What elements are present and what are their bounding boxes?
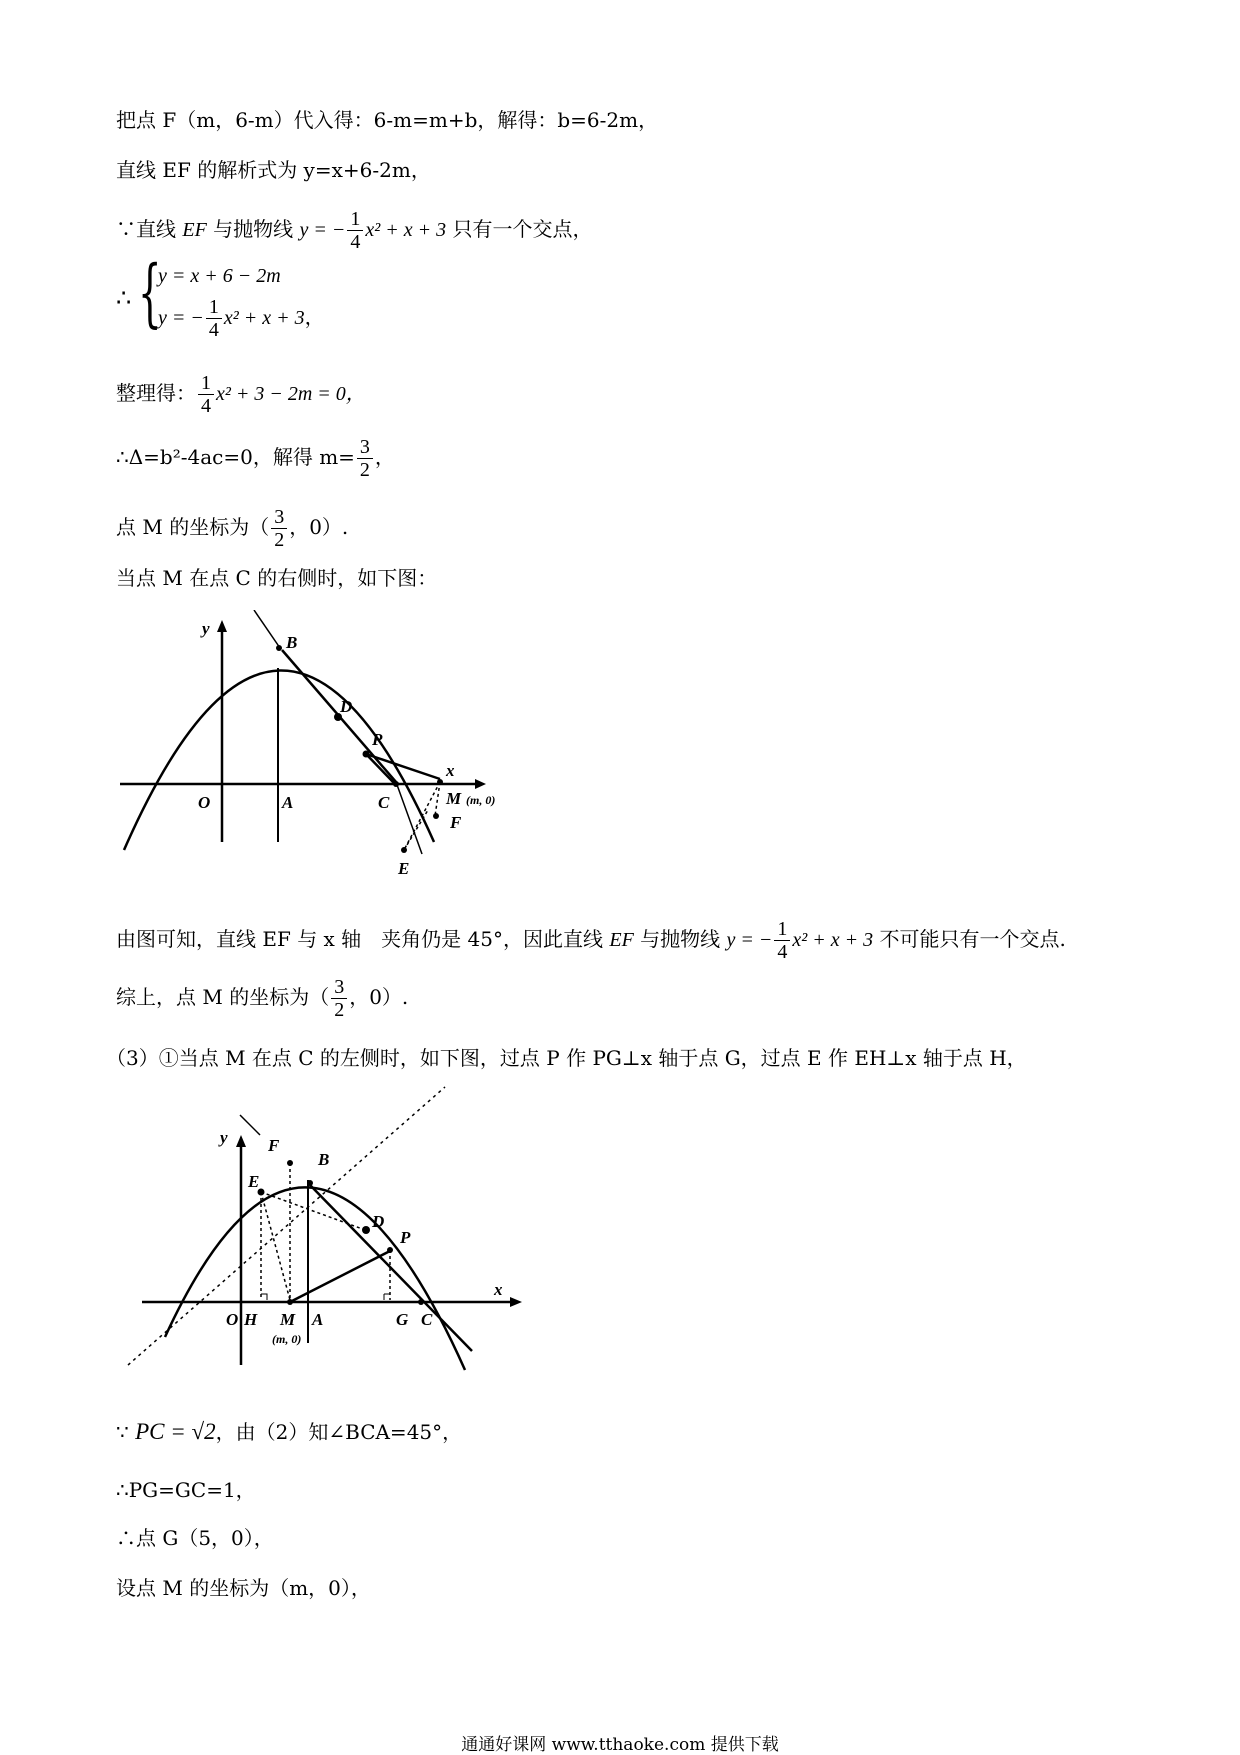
text-line: 当点 M 在点 C 的右侧时，如下图：	[116, 566, 438, 590]
text-line: 把点 F（m，6-m）代入得：6-m=m+b，解得：b=6-2m，	[116, 108, 659, 132]
label-x: x	[494, 1280, 503, 1299]
text-line: ∴点 G（5，0），	[116, 1526, 274, 1550]
denominator: 4	[350, 231, 361, 253]
label-c: C	[421, 1310, 433, 1329]
text-fragment: 整理得：	[116, 381, 196, 405]
text-fragment: ，由（2）知∠BCA=45°，	[215, 1420, 463, 1444]
text-fragment: 与抛物线	[640, 927, 721, 951]
label-o: O	[226, 1310, 239, 1329]
math-ef: EF	[609, 929, 634, 951]
numerator: 1	[198, 372, 214, 395]
math-expr: x² + x + 3	[365, 219, 447, 241]
denominator: 4	[777, 941, 788, 963]
text-fragment: 不可能只有一个交点.	[879, 927, 1066, 951]
denominator: 4	[201, 395, 211, 417]
text-line	[116, 976, 408, 1021]
equation-1: y = x + 6 − 2m	[158, 265, 281, 287]
page-footer: 通通好课网 www.tthaoke.com 提供下载	[461, 1735, 779, 1755]
math-expr: x² + x + 3	[792, 929, 874, 951]
label-g: G	[396, 1310, 409, 1329]
label-m-coords: (m, 0)	[466, 793, 496, 807]
text-line	[116, 208, 593, 253]
label-e: E	[248, 1172, 260, 1191]
brace-symbol: {	[138, 250, 162, 336]
text-line	[116, 372, 366, 417]
text-fragment: ，	[304, 305, 325, 329]
text-fragment: 综上，点 M 的坐标为（	[116, 985, 330, 1009]
numerator: 3	[271, 506, 287, 529]
text-line: ∴PG=GC=1，	[116, 1478, 256, 1502]
text-fragment: ∴Δ=b²-4ac=0，解得 m=	[116, 445, 355, 469]
numerator: 1	[347, 208, 363, 231]
label-p: P	[372, 730, 383, 749]
label-y: y	[220, 1128, 228, 1147]
label-d: D	[340, 697, 353, 716]
label-h: H	[244, 1310, 258, 1329]
label-m-coords: (m, 0)	[272, 1332, 302, 1346]
math-expr: x² + 3 − 2m = 0，	[216, 383, 366, 405]
denominator: 2	[359, 459, 370, 481]
label-x: x	[446, 761, 455, 780]
fraction	[206, 296, 222, 341]
label-a: A	[312, 1310, 324, 1329]
text-fragment: 只有一个交点，	[452, 217, 593, 241]
text-fragment: ∵直线	[116, 217, 176, 241]
math-pc: PC = √2	[135, 1419, 216, 1444]
fraction	[357, 436, 373, 481]
text-line	[116, 506, 348, 551]
therefore-symbol: ∴	[116, 284, 132, 312]
label-f: F	[450, 813, 462, 832]
numerator: 1	[774, 918, 790, 941]
text-fragment: ，0）.	[289, 515, 349, 539]
numerator: 3	[331, 976, 347, 999]
math-y: y = −	[158, 307, 204, 329]
fraction	[347, 208, 363, 253]
math-y: y = −	[299, 219, 346, 241]
label-p: P	[400, 1228, 411, 1247]
text-fragment: 与抛物线	[213, 217, 294, 241]
math-ef: EF	[182, 219, 207, 241]
label-m: M	[280, 1310, 296, 1329]
label-e: E	[398, 859, 410, 878]
label-o: O	[198, 793, 211, 812]
fraction	[198, 372, 214, 417]
denominator: 2	[334, 999, 345, 1021]
text-fragment: ∵	[116, 1420, 129, 1444]
numerator: 3	[357, 436, 373, 459]
text-line	[116, 918, 1066, 963]
figure-2	[120, 1085, 540, 1385]
label-a: A	[282, 793, 294, 812]
label-b: B	[286, 633, 298, 652]
label-d: D	[372, 1212, 385, 1231]
text-line	[116, 436, 395, 481]
denominator: 2	[274, 529, 285, 551]
text-fragment: ，0）.	[349, 985, 409, 1009]
denominator: 4	[208, 319, 219, 341]
label-y: y	[202, 619, 210, 638]
text-line: 直线 EF 的解析式为 y=x+6-2m，	[116, 158, 431, 182]
fraction	[331, 976, 347, 1021]
math-expr: x² + x + 3	[223, 307, 305, 329]
equation-2	[158, 296, 325, 341]
label-c: C	[378, 793, 390, 812]
fraction	[271, 506, 287, 551]
text-fragment: ，	[374, 445, 395, 469]
numerator: 1	[206, 296, 222, 319]
text-fragment: 点 M 的坐标为（	[116, 515, 270, 539]
math-y: y = −	[726, 929, 773, 951]
text-fragment: 由图可知，直线 EF 与 x 轴 夹角仍是 45°，因此直线	[116, 927, 603, 951]
figure-1	[110, 610, 540, 900]
text-line	[116, 1418, 462, 1446]
label-m: M	[446, 789, 462, 808]
label-b: B	[318, 1150, 330, 1169]
text-line: （3）①当点 M 在点 C 的左侧时，如下图，过点 P 作 PG⊥x 轴于点 G，过点 E 作 EH⊥x 轴于点 H，	[106, 1046, 1027, 1070]
fraction	[774, 918, 790, 963]
label-f: F	[268, 1136, 280, 1155]
text-line: 设点 M 的坐标为（m，0），	[116, 1576, 371, 1600]
